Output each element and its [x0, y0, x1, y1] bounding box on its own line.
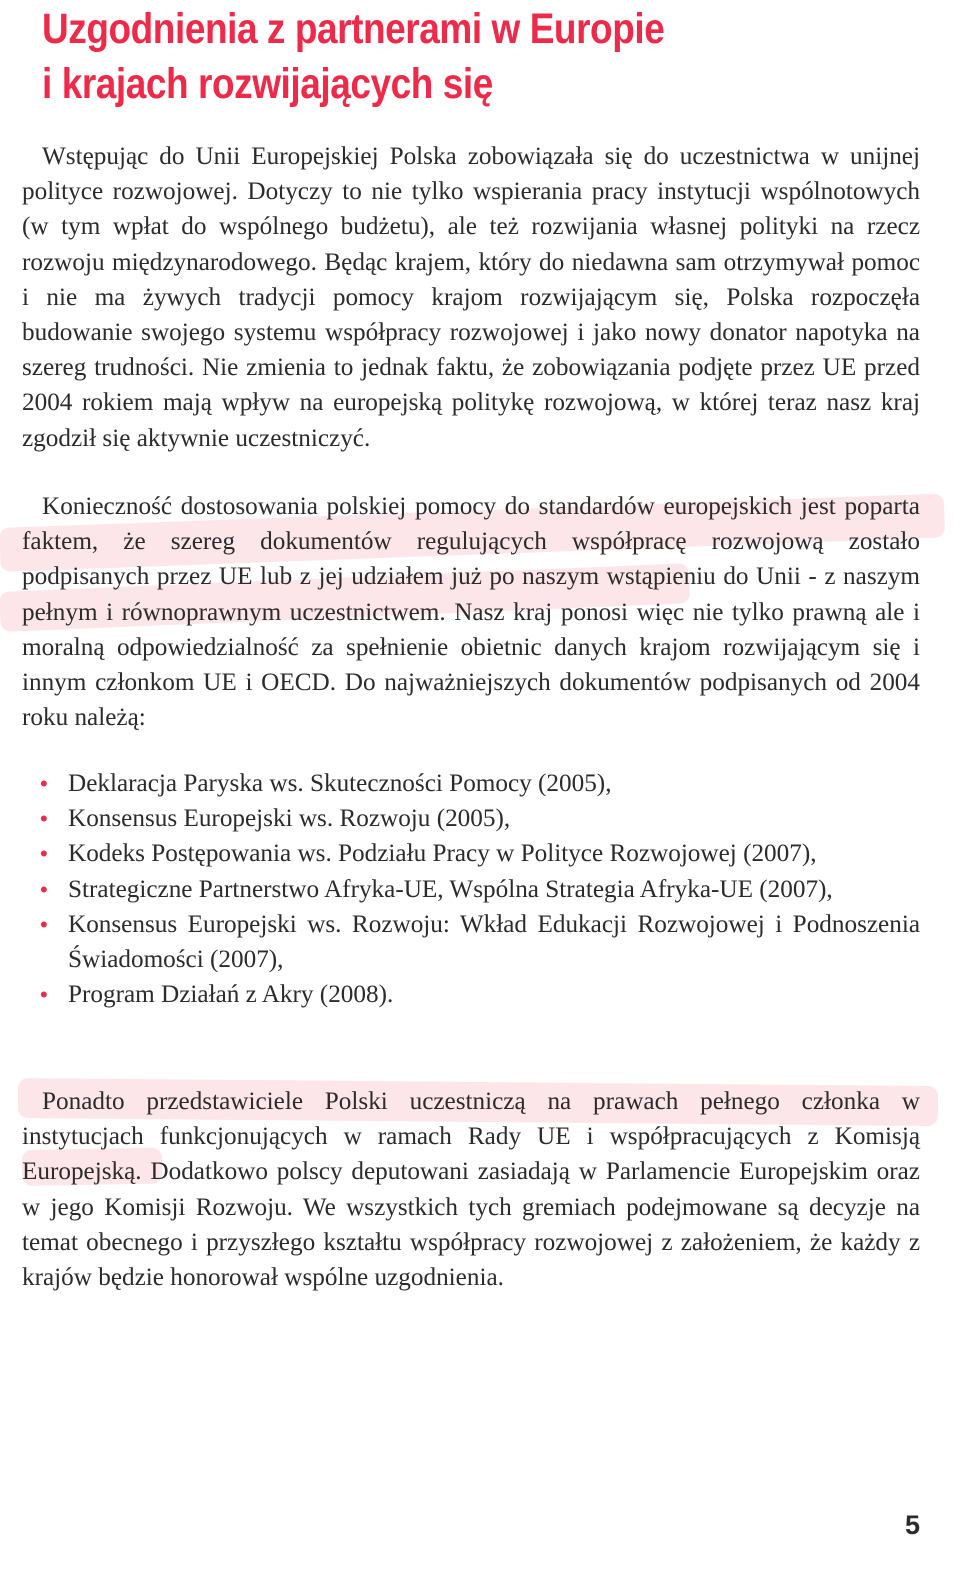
list-item [22, 766, 920, 801]
list-item-text: Konsensus Europejski ws. Rozwoju (2005), [68, 805, 511, 833]
page-number: 5 [905, 1510, 921, 1540]
page-title-line-1: Uzgodnienia z partnerami w Europie [42, 5, 665, 53]
page-title-line-2: i krajach rozwijających się [42, 60, 493, 108]
bullet-icon: • [40, 771, 48, 796]
list-item-text: Deklaracja Paryska ws. Skuteczności Pomocy (2005), [68, 770, 612, 797]
list-item [22, 907, 920, 977]
list-item-text: Kodeks Postępowania ws. Podziału Pracy w Polityce Rozwojowej (2007), [68, 840, 817, 868]
list-item [22, 801, 920, 836]
bullet-icon: • [40, 841, 48, 867]
list-item-text: Konsensus Europejski ws. Rozwoju: Wkład Edukacji Rozwojowej i Podnoszenia Świadomości (2007), [68, 910, 920, 974]
paragraph-documents-intro: Konieczność dostosowania polskiej pomocy do standardów europejskich jest poparta faktem, że szereg dokumentów regulujących współpracę rozwojową zostało podpisanych przez UE lub z jej udziałem już po naszym wstąpieniu do Unii - z naszym pełnym i równoprawnym uczestnictwem. Nasz kraj ponosi więc nie tylko prawną ale i moralną odpowiedzialność za spełnienie obietnic danych krajom rozwijającym się i innym członkom UE i OECD. Do najważniejszych dokumentów podpisanych od 2004 roku należą: [22, 493, 920, 732]
page-title [42, 2, 816, 112]
bullet-icon: • [40, 982, 48, 1008]
documents-list [22, 766, 920, 1012]
list-item-text: Program Działań z Akry (2008). [68, 981, 394, 1009]
bullet-icon: • [40, 876, 48, 902]
bullet-icon: • [40, 806, 48, 832]
list-item-text: Strategiczne Partnerstwo Afryka-UE, Wspólna Strategia Afryka-UE (2007), [68, 875, 833, 903]
paragraph-participation: Ponadto przedstawiciele Polski uczestniczą na prawach pełnego członka w instytucjach funkcjonujących w ramach Rady UE i współpracujących z Komisją Europejską. Dodatkowo polscy deputowani zasiadają w Parlamencie Europejskim oraz w jego Komisji Rozwoju. We wszystkich tych gremiach podejmowane są decyzje na temat obecnego i przyszłego kształtu współpracy rozwojowej z założeniem, że każdy z krajów będzie honorował wspólne uzgodnienia. [22, 1088, 920, 1292]
paragraph-intro: Wstępując do Unii Europejskiej Polska zobowiązała się do uczestnictwa w unijnej polityce rozwojowej. Dotyczy to nie tylko wspierania pracy instytucji wspólnotowych (w tym wpłat do wspólnego budżetu), ale też rozwijania własnej polityki na rzecz rozwoju międzynarodowego. Będąc krajem, który do niedawna sam otrzymywał pomoc i nie ma żywych tradycji pomocy krajom rozwijającym się, Polska rozpoczęła budowanie swojego systemu współpracy rozwojowej i jako nowy donator napotyka na szereg trudności. Nie zmienia to jednak faktu, że zobowiązania podjęte przez UE przed 2004 rokiem mają wpływ na europejską politykę rozwojową, w której teraz nasz kraj zgodził się aktywnie uczestniczyć. [22, 143, 920, 452]
list-item [22, 836, 920, 871]
list-item [22, 977, 920, 1012]
bullet-icon: • [40, 911, 48, 937]
list-item [22, 872, 920, 907]
